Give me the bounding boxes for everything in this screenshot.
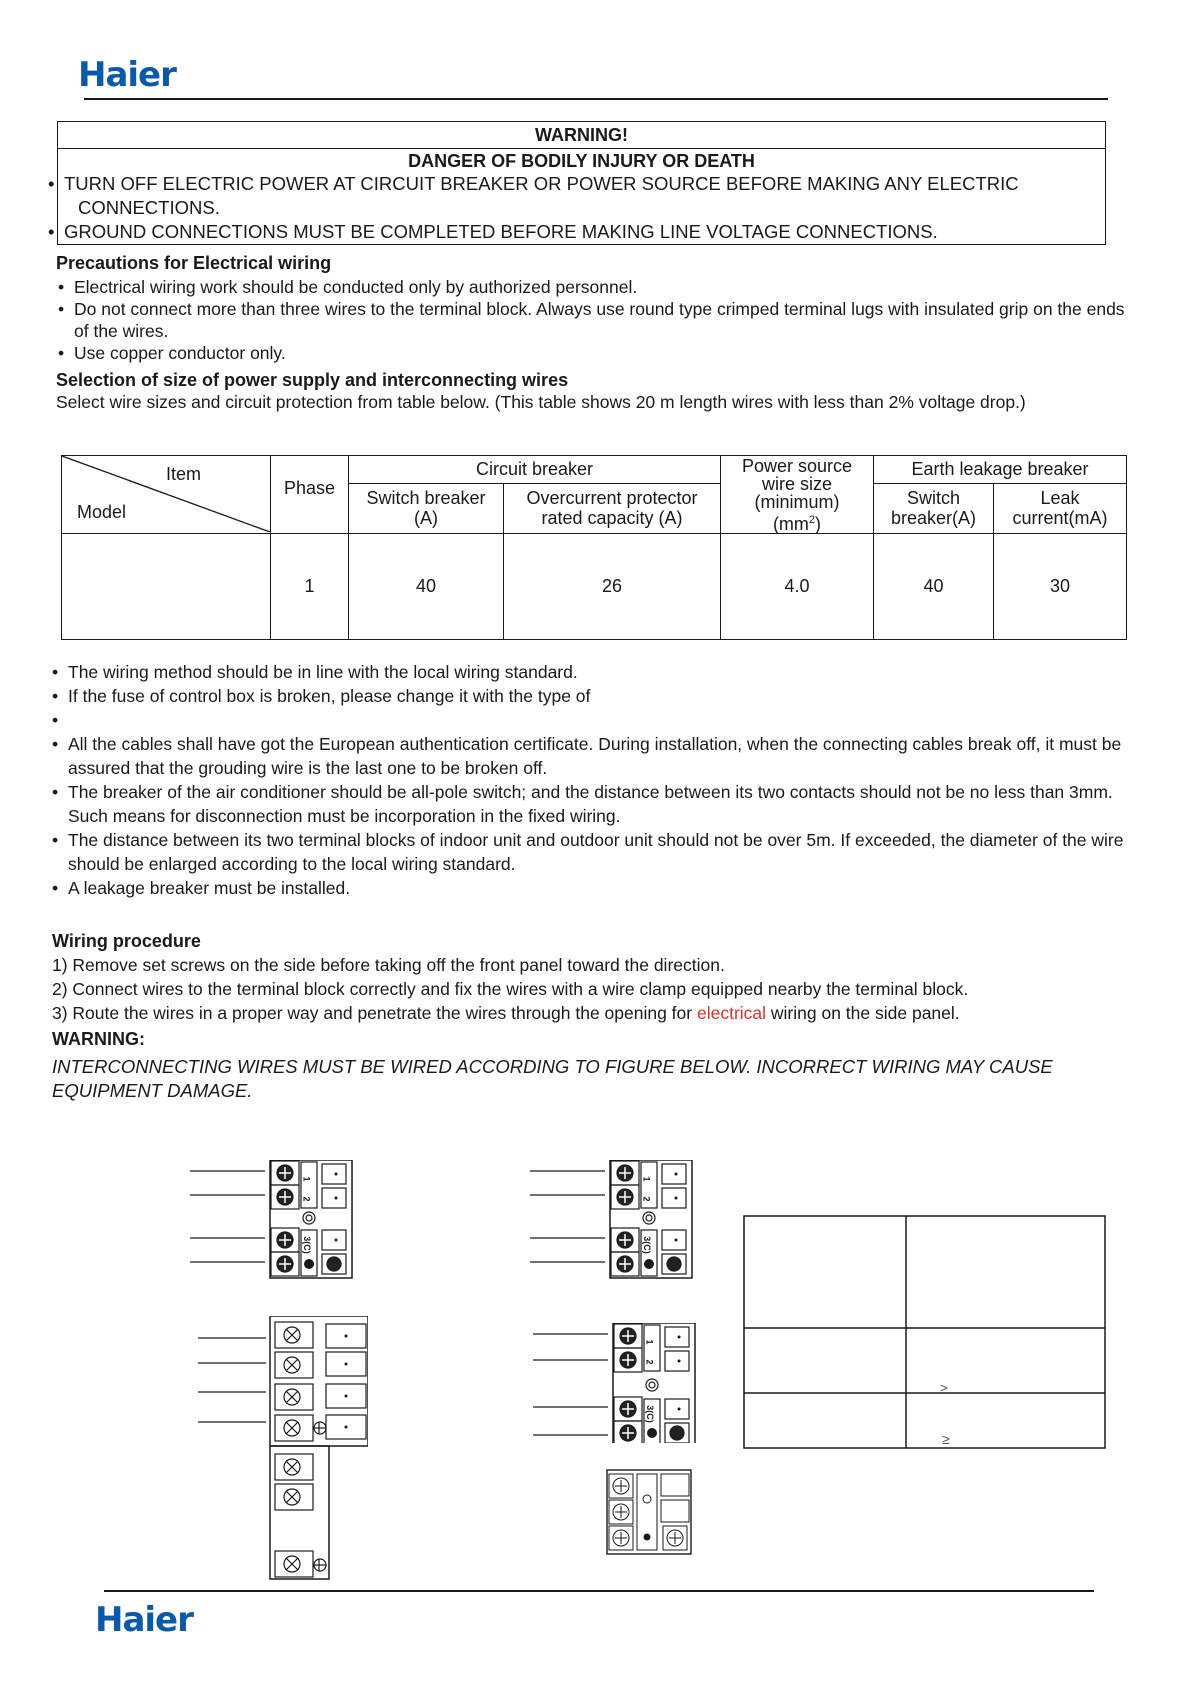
elb-leak-label: Leak bbox=[1040, 488, 1080, 509]
unit-sup: 2 bbox=[808, 514, 816, 526]
terminal-label-1: 1 bbox=[301, 1176, 312, 1182]
terminal-block-indoor-a bbox=[190, 1160, 360, 1280]
unit-mm: (mm bbox=[772, 514, 809, 534]
terminal-label-1: 1 bbox=[644, 1339, 655, 1345]
terminal-label-3c: 3(C) bbox=[301, 1236, 312, 1254]
selection-heading: Selection of size of power supply and interconnecting wires bbox=[56, 370, 569, 390]
corner-model-label: Model bbox=[77, 502, 127, 522]
precaution-item: • Electrical wiring work should be conducted only by authorized personnel. bbox=[56, 276, 1136, 298]
warning-box bbox=[57, 121, 1106, 245]
header-power-source bbox=[721, 456, 874, 534]
cell-elb-switch: 40 bbox=[874, 534, 994, 640]
note-item: • The distance between its two terminal blocks of indoor unit and outdoor unit should not be over 5m. If exceeded, the diameter of the wire should be enlarged according to the local wiring standard. bbox=[50, 828, 1135, 876]
cell-overcurrent: 26 bbox=[504, 534, 721, 640]
wiring-spec-grid bbox=[743, 1215, 1106, 1449]
note-item: • The wiring method should be in line with the local wiring standard. bbox=[50, 660, 1135, 684]
note-item: • If the fuse of control box is broken, please change it with the type of bbox=[50, 684, 1135, 708]
header-phase: Phase bbox=[271, 456, 349, 534]
step3-text: 3) Route the wires in a proper way and penetrate the wires through the opening for bbox=[52, 1003, 697, 1023]
procedure-step: 2) Connect wires to the terminal block correctly and fix the wires with a wire clamp equipped nearby the terminal block. bbox=[52, 979, 969, 999]
step3-text-end: wiring on the side panel. bbox=[766, 1003, 960, 1023]
unit-close: ) bbox=[815, 514, 822, 534]
terminal-block-diagram bbox=[198, 1316, 368, 1582]
table-row bbox=[62, 534, 1127, 640]
terminal-block-diagram bbox=[533, 1323, 703, 1443]
corner-cell bbox=[62, 456, 271, 534]
terminal-label-2: 2 bbox=[301, 1196, 312, 1202]
overcurrent-label: Overcurrent protector bbox=[526, 488, 698, 509]
terminal-label-1: 1 bbox=[641, 1176, 652, 1182]
terminal-label-3c: 3(C) bbox=[641, 1236, 652, 1254]
terminal-label-2: 2 bbox=[644, 1359, 655, 1365]
terminal-block-outdoor-b bbox=[533, 1323, 703, 1443]
elb-switch-label: Switch bbox=[906, 488, 960, 509]
elb-leak-unit: current(mA) bbox=[1012, 508, 1108, 529]
terminal-block-diagram bbox=[530, 1160, 700, 1280]
header-elb-switch bbox=[874, 483, 994, 533]
switch-breaker-unit: (A) bbox=[414, 508, 438, 529]
header-earth-leakage: Earth leakage breaker bbox=[874, 456, 1127, 484]
wiring-spec-box bbox=[743, 1215, 1106, 1449]
cell-phase: 1 bbox=[271, 534, 349, 640]
precaution-item: • Do not connect more than three wires to the terminal block. Always use round type crimped terminal lugs with insulated grip on the ends of the wires. bbox=[56, 298, 1136, 342]
power-source-line: (minimum) bbox=[754, 492, 840, 512]
note-item bbox=[50, 708, 1135, 732]
precautions-section bbox=[56, 253, 1136, 413]
step3-highlight: electrical bbox=[696, 1003, 767, 1023]
power-source-line: Power source bbox=[741, 456, 853, 476]
procedure-step bbox=[52, 1001, 1142, 1025]
notes-list bbox=[50, 660, 1135, 900]
terminal-block-outdoor-a bbox=[198, 1316, 368, 1582]
header-circuit-breaker: Circuit breaker bbox=[349, 456, 721, 484]
warning-subtitle: DANGER OF BODILY INJURY OR DEATH bbox=[408, 151, 755, 171]
footer-rule bbox=[104, 1590, 1094, 1592]
terminal-block-indoor-b bbox=[530, 1160, 700, 1280]
cell-elb-leak: 30 bbox=[994, 534, 1127, 640]
warning-item: • TURN OFF ELECTRIC POWER AT CIRCUIT BREAKER OR POWER SOURCE BEFORE MAKING ANY ELECTRIC CONNECTIONS. bbox=[60, 172, 1105, 220]
header-elb-leak bbox=[994, 483, 1127, 533]
procedure-section bbox=[52, 929, 1142, 1103]
note-item: • All the cables shall have got the European authentication certificate. During installation, when the connecting cables break off, it must be assured that the grouding wire is the last one to be broken off. bbox=[50, 732, 1135, 780]
power-source-line: wire size bbox=[761, 474, 832, 494]
precaution-item: • Use copper conductor only. bbox=[56, 342, 1136, 364]
warning-item: • GROUND CONNECTIONS MUST BE COMPLETED BEFORE MAKING LINE VOLTAGE CONNECTIONS. bbox=[60, 220, 1105, 244]
cell-model bbox=[62, 534, 271, 640]
note-item: • The breaker of the air conditioner should be all-pole switch; and the distance between its two contacts should not be no less than 3mm. Such means for disconnection must be incorporation in the fixed wiring. bbox=[50, 780, 1135, 828]
header-overcurrent bbox=[504, 483, 721, 533]
footer-logo: Haier bbox=[95, 1600, 193, 1640]
terminal-block-diagram bbox=[190, 1160, 360, 1280]
power-source-unit bbox=[721, 511, 873, 533]
wire-spec-table bbox=[61, 455, 1127, 640]
procedure-heading: Wiring procedure bbox=[52, 931, 201, 951]
corner-item-label: Item bbox=[166, 464, 202, 484]
overcurrent-unit: rated capacity (A) bbox=[541, 508, 683, 529]
terminal-block-small bbox=[605, 1469, 695, 1555]
elb-switch-unit: breaker(A) bbox=[890, 508, 977, 529]
cell-wire-size: 4.0 bbox=[721, 534, 874, 640]
warning-title: WARNING! bbox=[58, 122, 1105, 149]
terminal-label-2: 2 bbox=[641, 1196, 652, 1202]
switch-breaker-label: Switch breaker bbox=[366, 488, 486, 509]
ge-symbol: ≥ bbox=[940, 1380, 948, 1396]
procedure-warning-label: WARNING: bbox=[52, 1029, 145, 1049]
header-logo: Haier bbox=[78, 55, 176, 95]
terminal-label-3c: 3(C) bbox=[644, 1405, 655, 1423]
precautions-heading: Precautions for Electrical wiring bbox=[56, 253, 332, 273]
cell-switch-breaker: 40 bbox=[349, 534, 504, 640]
ge-symbol: ≥ bbox=[942, 1431, 950, 1447]
note-item: • A leakage breaker must be installed. bbox=[50, 876, 1135, 900]
header-switch-breaker bbox=[349, 483, 504, 533]
procedure-warning-text: INTERCONNECTING WIRES MUST BE WIRED ACCORDING TO FIGURE BELOW. INCORRECT WIRING MAY CAUSE EQUIPMENT DAMAGE. bbox=[52, 1056, 1053, 1101]
procedure-step: 1) Remove set screws on the side before taking off the front panel toward the direction. bbox=[52, 955, 725, 975]
header-rule bbox=[84, 98, 1108, 100]
terminal-block-diagram bbox=[605, 1469, 695, 1555]
selection-intro: Select wire sizes and circuit protection from table below. (This table shows 20 m length wires with less than 2% voltage drop.) bbox=[56, 392, 1026, 412]
